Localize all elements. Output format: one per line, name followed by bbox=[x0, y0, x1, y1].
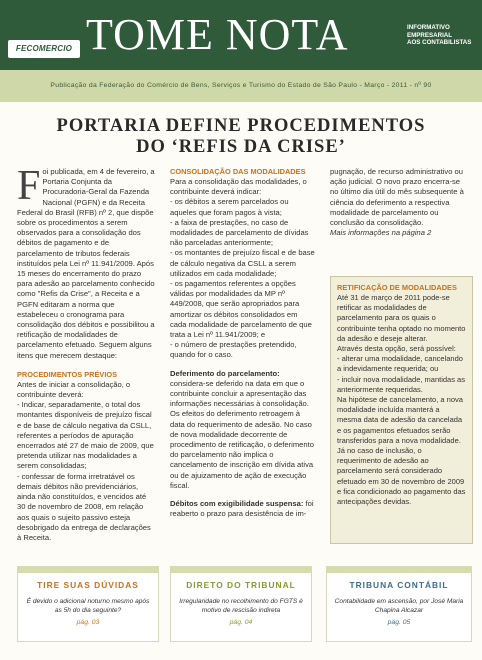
card-title: TIRE SUAS DÚVIDAS bbox=[37, 580, 139, 590]
card-page-ref: pág. 05 bbox=[387, 619, 411, 626]
paragraph: - o número de prestações pretendido, quando for o caso. bbox=[170, 340, 297, 360]
brand-name: FECOMERCIO bbox=[15, 44, 73, 53]
card-description: É devido o adicional noturno mesmo após as 5h do dia seguinte? bbox=[26, 598, 150, 614]
publication-info-bar bbox=[0, 70, 482, 102]
intro-paragraph bbox=[17, 163, 156, 361]
paragraph: - incluir nova modalidade, mantidas as anteriormente requeridas. bbox=[337, 374, 465, 394]
article-column-1 bbox=[17, 163, 156, 543]
paragraph: - a faixa de prestações, no caso de modalidades de parcelamento de dívidas não parceladas anteriormente; bbox=[170, 217, 309, 248]
newsletter-tagline bbox=[407, 24, 479, 47]
more-info-note: Mais informações na página 2 bbox=[330, 228, 432, 238]
paragraph: Para a consolidação das modalidades, o contribuinte deverá indicar: bbox=[170, 177, 307, 197]
card-title: DIRETO DO TRIBUNAL bbox=[186, 580, 296, 590]
paragraph: - os montantes de prejuízo fiscal e de base de cálculo negativa da CSLL a serem utilizados em cada modalidade; bbox=[170, 248, 315, 278]
paragraph: - os débitos a serem parcelados ou aqueles que foram pagos à vista; bbox=[170, 197, 289, 217]
headline-line-1: PORTARIA DEFINE PROCEDIMENTOS bbox=[56, 116, 426, 136]
paragraph: Na hipótese de cancelamento, a nova modalidade incluída manterá a mesma data de adesão da cancelada e os pagamentos efetuados serão transferidos para a nova modalidade. bbox=[337, 395, 463, 445]
retificacao-sidebar-box bbox=[330, 276, 473, 544]
article-column-2 bbox=[170, 167, 316, 520]
article-headline bbox=[0, 116, 482, 158]
newsletter-title: TOME NOTA bbox=[86, 10, 349, 59]
card-title: TRIBUNA CONTÁBIL bbox=[349, 580, 449, 590]
fecomercio-logo bbox=[8, 40, 80, 58]
paragraph: - os pagamentos referentes a opções válidas por modalidades da MP nº 449/2008, que serão apropriados para amortizar os débitos consolidados em cada modalidade de parcelamento de que trata a Lei nº 11.941/2009; e bbox=[170, 279, 312, 340]
paragraph: Até 31 de março de 2011 pode-se retificar as modalidades de parcelamento para os quais o contribuinte tenha optado no momento da adesão e deseje alterar. bbox=[337, 293, 466, 343]
section-title-retificacao: RETIFICAÇÃO DE MODALIDADES bbox=[337, 283, 457, 292]
debitos-text: foi reaberto o prazo para desistência de im- bbox=[170, 499, 314, 519]
deferimento-paragraph bbox=[170, 369, 316, 491]
section-title-consolidacao: CONSOLIDAÇÃO DAS MODALIDADES bbox=[170, 167, 306, 176]
drop-cap: F bbox=[17, 163, 41, 209]
paragraph: - confessar de forma irretratável os demais débitos não previdenciários, ainda não constituídos, e vencidos até 30 de novembro de 2008, em relação aos quais o sujeito passivo esteja desobrigado da entrega de declarações à Receita. bbox=[17, 471, 151, 542]
tagline-line-3: AOS CONTABILISTAS bbox=[407, 39, 472, 46]
teaser-card-direto-tribunal[interactable] bbox=[170, 566, 312, 642]
section-title-debitos: Débitos com exigibilidade suspensa: bbox=[170, 499, 304, 509]
paragraph: Já no caso de inclusão, o requerimento de adesão ao parcelamento será considerado efetuado em 30 de novembro de 2009 e fica condicionado ao pagamento das antecipações devidas. bbox=[337, 446, 466, 507]
card-page-ref: pág. 03 bbox=[76, 619, 100, 626]
article-column-3 bbox=[330, 167, 470, 238]
teaser-card-tire-duvidas[interactable] bbox=[17, 566, 159, 642]
section-title-procedimentos: PROCEDIMENTOS PRÉVIOS bbox=[17, 369, 118, 379]
intro-text: oi publicada, em 4 de fevereiro, a Portaria Conjunta da Procuradoria-Geral da Fazenda Nacional (PGFN) e da Receita Federal do Brasil (RFB) nº 2, que dispõe sobre os procedimentos a serem observados para a consolidação dos débitos de pagamento e de parcelamento de tributos federais instituídos pela Lei nº 11.941/2009. Após 15 meses do encerramento do prazo para adesão ao parcelamento conhecido como "Refis da Crise", a Receita e a PGFN editaram a norma que estabeleceu o cronograma para consolidação dos débitos e possibilitou a retificação de modalidades de parcelamento efetuado. Seguem alguns itens que merecem destaque: bbox=[17, 167, 155, 360]
card-page-ref: pág. 04 bbox=[229, 619, 253, 626]
paragraph: - alterar uma modalidade, cancelando a indevidamente requerida; ou bbox=[337, 354, 463, 374]
tagline-line-2: EMPRESARIAL bbox=[407, 31, 453, 39]
paragraph: - Indicar, separadamente, o total dos montantes disponíveis de prejuízo fiscal e de base de cálculo negativa da CSLL, referentes a períodos de apuração encerrados até 27 de maio de 2009, que pretenda utilizar nas modalidades a serem consolidadas; bbox=[17, 400, 154, 471]
card-description: Contabilidade em ascensão, por José Maria Chapina Alcazar bbox=[334, 598, 464, 614]
section-title-deferimento: Deferimento do parcelamento: bbox=[170, 368, 280, 378]
publication-info: Publicação da Federação do Comércio de Bens, Serviços e Turismo do Estado de São Paulo - Março - 2011 - nº 90 bbox=[50, 82, 432, 89]
paragraph: Através desta opção, será possível: bbox=[337, 344, 456, 354]
paragraph: pugnação, de recurso administrativo ou ação judicial. O novo prazo encerra-se no último dia útil do mês subsequente à ciência do deferimento a respectiva modalidade de parcelamento ou conclusão da consolidação. bbox=[330, 167, 464, 228]
headline-line-2: DO ‘REFIS DA CRISE’ bbox=[136, 137, 346, 157]
paragraph: Antes de iniciar a consolidação, o contribuinte deverá: bbox=[17, 379, 131, 400]
deferimento-text: considera-se deferido na data em que o contribuinte concluir a apresentação das informações necessárias à consolidação. Os efeitos do deferimento retroagem à data do requerimento de adesão. No caso de nova modalidade decorrente de procedimento de retificação, o deferimento do parcelamento não implica o cancelamento de inscrição em dívida ativa ou de ajuizamento de ação de execução fiscal. bbox=[170, 378, 314, 490]
debitos-paragraph bbox=[170, 499, 316, 519]
tagline-line-1: INFORMATIVO bbox=[407, 24, 450, 31]
masthead bbox=[0, 0, 482, 70]
teaser-card-tribuna-contabil[interactable] bbox=[326, 566, 472, 642]
card-description: Irregularidade no recolhimento do FGTS é motivo de rescisão indireta bbox=[179, 598, 303, 614]
